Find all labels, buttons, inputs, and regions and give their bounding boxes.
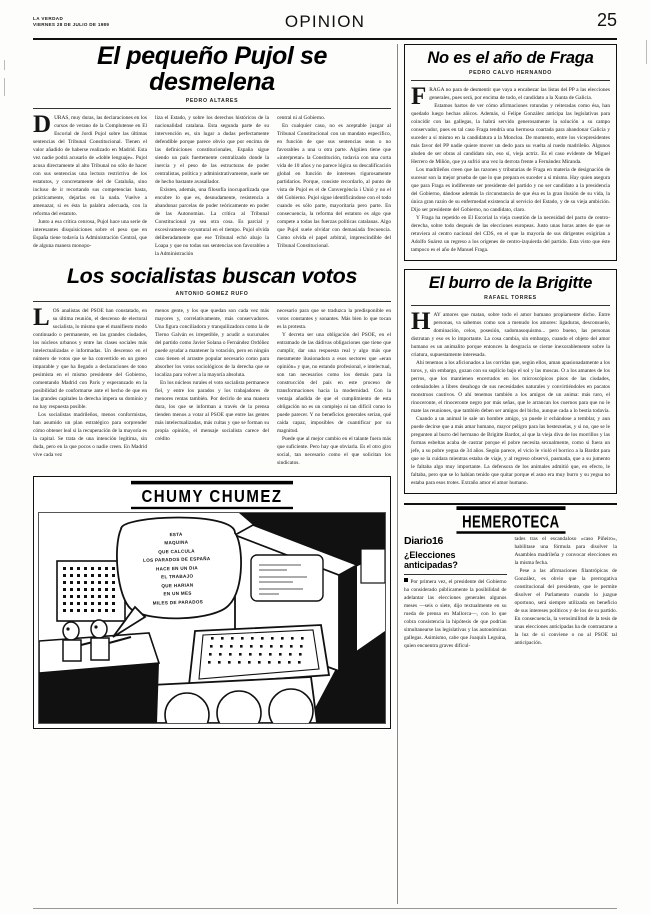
article-fraga-headline: No es el año de Fraga [427, 49, 594, 67]
hemeroteca-col1-body: Por primera vez, el presidente del Gobierno ha considerado públicamente la posibilidad de adelantar las elecciones generales algunos meses —seis o siete, dijo textualmente en su rueda de prensa en Mallorca—, con lo que cobra consistencia la hipótesis de que podrían simultanearse las legislativas y las autonómicas gallegas. Asimismo, cabe que Joaquín Leguina, quien encuentra graves dificul- [404, 578, 507, 649]
hemeroteca-title: HEMEROTECA [456, 506, 565, 534]
cartoon-speech-line: EN UN MES [163, 591, 192, 597]
article-pujol-byline: PEDRO ALTARES [185, 98, 239, 104]
masthead [33, 10, 617, 40]
article-fraga-body: FRAGA no para de desmentir que vaya a encabezar las listas del PP a las elecciones generales, pues será, por encima de todo, el candidato a la Xunta de Galicia. Estamos hartos de ver cómo afirmaciones rotundas y reiteradas como ésa, han quedado luego hechas añicos. Además, si Felipe González anticipa las legislativas para coincidir con las gallegas, la habrá servido generosamente la solución a su campo conservador, pues en tal caso Fraga tendría una hermosa coartada para abandonar Galicia y suceder a sí mismo en la candidatura a la Moncloa. De momento, entre los vicepresidentes más favor del PP nadie quiere mover un dedo para su vuelta al ruedo madrileño. Algunos aluden de ser obras al candidato sin, eso sí, vieja actriz. Es el caso evidente de Miguel Herrero de Miñón, que ya sufrió una vez la derrota frente a Fernández Miranda. Los madrileños creen que las razones y tributarias de Fraga en materia de designación de sucesor son la mejor prueba de que lo que prepara es suceder a sí mismo. Hay quien asegura que para Fraga es indiferente ser presidente del partido y no ser candidato a la presidencia del Gobierno, dándose además la circunstancia de que ésa es la gran ilusión de su vida, la única gran razón de su enfermedad existencia al servicio del Estado, y de su vieja ambición. Dijo ser presidente del Gobierno, no candidato, claro. Y Fraga ha repetido en El Escorial la vieja cuestión de la necesidad del pacto de centro-derecha, sobre todo después de las elecciones europeas. Justo unas horas antes de que se retuviera al centro nacional del CDS, en el que la mayoría de sus dirigentes exigirían a Adolfo Suárez un regreso a los orígenes de centro-izquierda del partido. Esta visto que éste tampoco es el año de Manuel Fraga. [411, 82, 610, 253]
article-pujol-col1: DURAS, muy duras, las declaraciones en los cursos de verano de la Complutense en El Escorial de Jordi Pujol sobre las últimas sentencias del Tribunal Constitucional. Tienen el valor añadido de haberse realizado en Madrid. Esta vez nadie podrá acusarlo de «doble lenguaje». Pujol acusa directamente al alto Tribunal no sólo de hacer con sus sentencias una lectura restrictiva de los estatutos, y concretamente del de Cataluña, sino incluso de ir recortando sus competencias hasta, prácticamente, dejarlas en la nada. Vuelve a amenazar, si es ésta la palabra adecuada, con la reforma del estatuto. Junto a esa crítica cenrosa, Pujol hace una serie de interesantes disquisiciones sobre el peso que en España tiene todavía la Administración Central, que de alguna manera monopo- [33, 110, 147, 250]
article-socialistas-byline: ANTONIO GOMEZ RUFO [175, 291, 249, 297]
hemeroteca-rule [404, 574, 507, 575]
hemeroteca-headline: ¿Elecciones anticipadas? [404, 549, 458, 570]
cartoon-speech-line: EL TRABAJO [161, 574, 194, 580]
article-pujol-headline: El pequeño Pujol se desmelena [97, 42, 327, 96]
cartoon-speech-text [124, 530, 230, 609]
article-socialistas-headline: Los socialistas buscan votos [66, 264, 358, 289]
hemeroteca-section [404, 503, 617, 650]
left-content-zone [33, 44, 391, 729]
article-fraga-byline: PEDRO CALVO HERNANDO [468, 69, 553, 76]
cartoon-speech-line: LOS PARADOS DE ESPAÑA [143, 556, 211, 564]
hemeroteca-source: Diario16 [404, 534, 444, 547]
article-socialistas-col1: LOS analistas del PSOE han constatado, en su última reunión, el descenso de electoral socialista, lo mismo que el manifiesto modo continuado o permanente, en las grandes ciudades, los núcleos urbanos y entre las clases sociales más intelectualizadas e informadas. Un descenso en el número de votos que se ha convertido en un goteo imparable y que ha llegado a declaraciones de tono pesimista en el mismo presidente del Gobierno, comentando Madrid con París y esperanzado en la posibilidad de conformarse ante el hecho de que en las grandes capitales la derecha impera su dominio y no hay respuesta posible. Los socialistas madrileños, menos conformistas, han asumido un plan estratégico para sorprender cómo obtener leal si la recuperación de la mayoría es la capital. Se trata de una intención legítima, sin duda, pero en la que pocos o nadie creen. En Madrid vive cada vez [33, 303, 147, 459]
page-number: 25 [596, 10, 617, 30]
scan-edge-mark [4, 60, 5, 70]
masthead-divider [33, 38, 617, 40]
hemeroteca-left-col [404, 535, 507, 650]
cartoon-speech-line: QUE CALCULA [158, 548, 195, 555]
column-divider [397, 44, 398, 904]
right-content-zone [404, 44, 617, 650]
article-brigitte-byline: RAFAEL TORRES [484, 294, 537, 301]
square-bullet-icon [404, 578, 408, 582]
article-pujol [33, 44, 391, 258]
hemeroteca-columns [404, 535, 617, 650]
article-fraga [404, 44, 617, 261]
hemeroteca-top-rule [404, 503, 617, 505]
cartoon-panel [33, 476, 391, 729]
publication-name: LA VERDAD [33, 16, 64, 21]
article-brigitte [404, 269, 617, 494]
cartoon-banner [38, 483, 386, 507]
wall-panel [57, 561, 125, 621]
article-socialistas-col3: necesario para que se traduzca la predisponible en votos constantes y sonantes. Más bien lo que tocan es la protesta. Y decreta ser una obligación del PSOE, en el entramado de las dádivas obligaciones que tiene que cumplir, dar una respuesta real y algo más que meramente ilusionadora a esos sectores que «eran opinión» y que, no estando profesional, e intelectual, son tan necesarios como los demás para la construcción del país en este proceso de transformaciones hacia la modernidad. Con la ventaja añadida de que el cumplimiento de esta obligación no es un complejo ni tan difícil como lo puede parecer. Y no beneficios generales serían, qué caída capaz, imposibles de cuantificar por su magnitud. Puede que al mejor cambio en el talante fuera más que suficiente. Pero hay que obviarla. Es el otro giro social, tan necesario como el que solicitan los sindicatos. [277, 307, 391, 467]
cartoon-speech-line: HACE EN UN DIA [155, 565, 199, 572]
article-brigitte-body: HAY amores que matan, sobre todo el amor humano propiamente dicho. Entre personas, va sabemos como son a menudo los amores: ligaduras, desconsuelo, dominación, celos, posesión, sadomasoquismo... pero bueno, las personas distrutan y eso es lo importante. La cosa cambia, sin embargo, cuando el objeto del amor humano es un animalito porque entonces la desgracia se cierne inexorablemente sobre la criatura, supuestamente interesada. Ahí tenemos a los aficionados a las corridas que, según ellos, aman apasionadamente a los toros, y, sin embargo, gozan con su suplicio bajo el sol y las moscas. O a los amantes de los perros, que los mantienen encerrados en los microscópicos pisos de las ciudades, ordenándoles a libres desahogo de sus necesidades naturales y convirtiéndoles en pacatos monstruos cautivos. O ahí tenemos también a los amigos de un anima: más raro, el rinoceronte, el rinoceronte negro por más señas, que le arrancan los cuernos para que no le mate las reuniones, que también deben ser amigos del bicho, aunque cada a lo bestia todavía. Cuando a un animal le sale un hombre amigo, ya puede ir echándose a temblar, y aun puede decirse que a más amar humano, mayor peligro para las bestezuelas, y si no, que se le pregunten al burro del hermano de Brigitte Bardot, al que la vieja diva de los morrillos y las formas esbeltas acaba de castrar porque el pobre necesita sexualmente, como si fuera un jefe, a su pobre yegua de 34 años. Según parece, el vicio le violó el borrico a la Bardot para que se la cuidara mientras estaba de viaje, y al regreso observó, pasmada, que a su jumento le faltaba algo muy importante. La defensora de los animales admitió que, en efecto, le faltaba, pero que se lo habían tenido que quitar porque el asno era muy burro y su yegua no estaba para esos trotes. Extraño amor el amor humano. [411, 307, 610, 486]
article-socialistas-columns [33, 303, 391, 467]
article-fraga-rule [411, 80, 610, 81]
cartoon-speech-line: MAQUINA [164, 540, 189, 546]
cartoon-speech-line: ESTA [169, 531, 183, 538]
article-pujol-columns [33, 110, 391, 258]
publication-date: VIERNES 28 DE JULIO DE 1989 [33, 22, 110, 28]
article-socialistas [33, 266, 391, 467]
article-brigitte-rule [411, 305, 610, 306]
scan-edge-mark [4, 78, 5, 96]
article-pujol-col2: liza el Estado, y sobre los derechos históricos de la nacionalidad catalana. Esta segunda parte de su intervención es, sin lugar a dudas perfectamente defendible porque parece obvio que por encima de las definiciones constitucionales, España sigue siendo un país fuertemente centralizado donde la inercia y el peso de las estructuras de poder centralistas, política y administrativamente, suele ser de hecho bastante avasallador. Existen, además, una filosofía inocuparlizada que encubre lo que es, desnudamente, resistencia a abandonar parcelas de poder teóricamente en poder de las Autonomías. La crítica al Tribunal Constitucional ya sea otra cosa. Es parcial y excesivamente coyuntural en el tiempo. Pujol olvida deliberadamente que ese Tribunal echó abajo la Loapa y que no todas sus sentencias son favorables a la Administración [155, 114, 269, 258]
article-pujol-rule [33, 108, 391, 109]
article-brigitte-headline: El burro de la Brigitte [428, 273, 593, 292]
article-socialistas-rule [33, 301, 391, 302]
page-bottom-rule [33, 908, 617, 909]
hemeroteca-banner [404, 509, 617, 531]
cartoon-speech-line: MILES DE PARADOS [152, 599, 204, 606]
hemeroteca-right-col [515, 535, 618, 650]
article-pujol-col3: central ni al Gobierno. En cualquier caso, no es aceptable juzgar al Tribunal Constitucional con un mandato específico, en función de que sus sentencias sean o no favorables a una u otra parte. Algúien tiene que «interpretar» la Constitución, todavía con una corta vida de 10 años y no parece lógica su descalificación global en función de intereses rigurosamente partidarios. Porque, consiste recordarlo, al punto de vista de Pujol es el de Convergència i Unió y no el del Gobierno. Pujol sigue identificándose con el todo cuando es sólo parte, mayoritaria pero parte. En consecuencia, la reforma del estatuto es algo que compete a todas las fuerzas políticas catalanas. Algo que Pujol suele olvidar con demasiada frecuencia. Como olvida el papel arbitral, imprescindible del Tribunal Constitucional. [277, 114, 391, 250]
hemeroteca-col2-body: tades tras el escandaloso «caso Piñeiro», habilitase una fórmula para disolver la Asamblea madrileña y convocar elecciones en la misma fecha. Pese a las afirmaciones filantrópicas de González, es obvio que la prerrogativa constitucional del presidente, que le permite disolver el Parlamento cuando lo juzgue oportuno, será siempre utilizada en beneficio de sus intereses políticos y de los de su partido. En consecuencia, la verosimilitud de la tesis de unas elecciones anticipadas ha de contrastarse a la luz de si conviene o no al PSOE tal anticipación. [514, 535, 617, 646]
cartoon-title: CHUMY CHUMEZ [131, 481, 292, 509]
article-socialistas-col2: menos gente, y los que quedan son cada vez más mayores y, correlativamente, más conservadores. Una figura conciliadora y tranquilizadora como la de Tierno Galván es irrepetible, y acudir a sucursales del partido como Javier Solana o Fernández Ordóñez puede ayudar a mantener la votación, pero en ningún caso tienen el arrastre popular necesario como para absorber los votos sociológicos de la derecha que se localiza para volver a la mayoría absoluta. En los núcleos rurales el voto socialista permanece fiel, y entre los parados y los trabajadores de menores rentas también. Por decirlo de una manera dura, los que se informan a través de la prensa tienden menos a votar al PSOE que entre las gentes más intelectualizadas, más cultas y que se forman su propia opinión, el mensaje socialista carece del crédito [155, 307, 269, 443]
section-title: OPINION [284, 12, 366, 31]
scan-edge-mark [646, 40, 647, 64]
cartoon-speech-line: QUE HARIAN [161, 582, 194, 589]
cartoon-artwork [38, 512, 386, 724]
